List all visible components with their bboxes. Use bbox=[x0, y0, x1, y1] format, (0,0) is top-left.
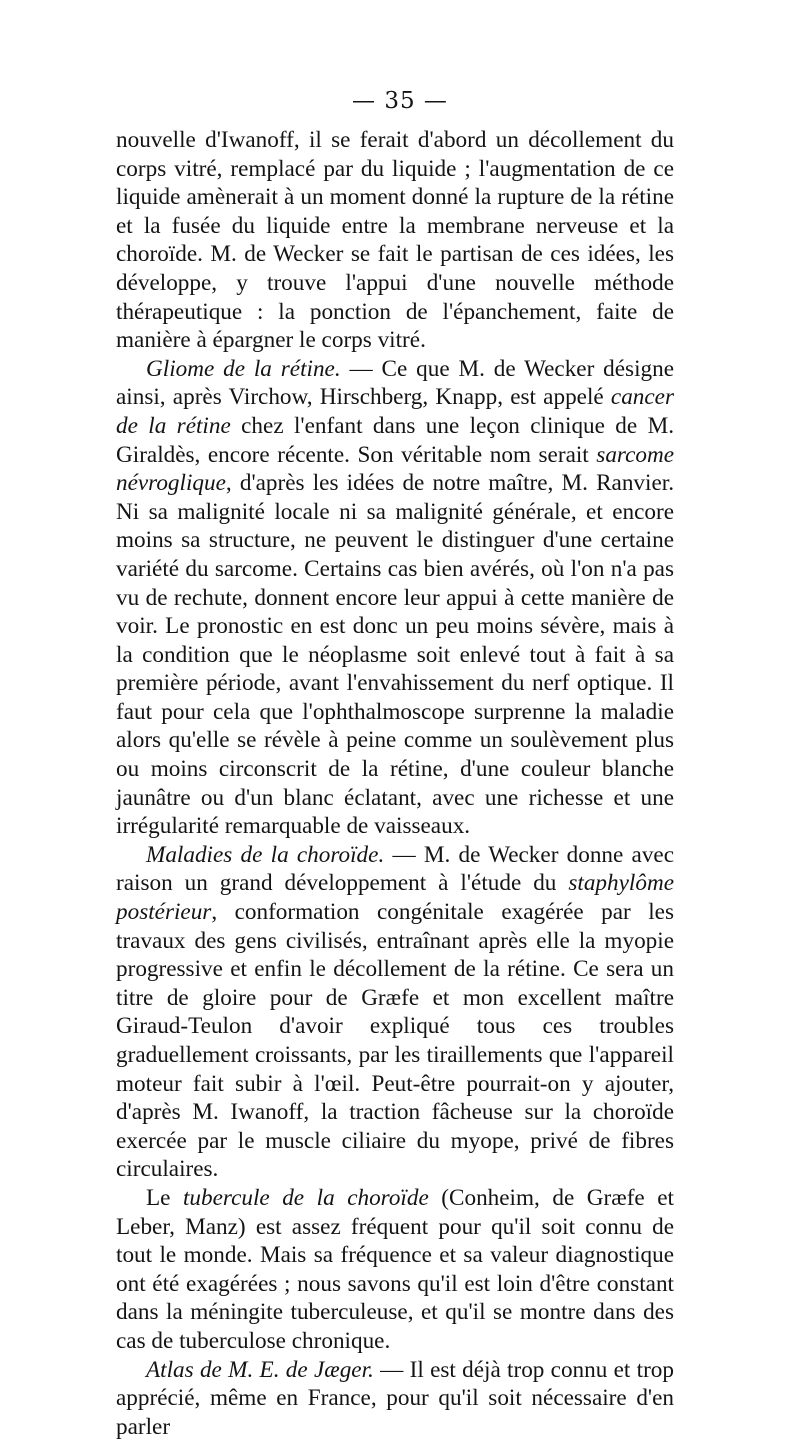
emphasis-tubercule-choroide: tubercule de la choroïde bbox=[182, 1184, 429, 1211]
paragraph-text: — M. de Wecker donne avec raison un grand développement à l'étude du bbox=[116, 841, 674, 897]
section-heading-gliome: Gliome de la rétine. bbox=[146, 355, 341, 382]
paragraph-atlas-jaeger bbox=[116, 1356, 674, 1441]
paragraph-text: , d'après les idées de notre maître, M. Ranvier. Ni sa malignité locale ni sa malignité générale, et encore moins sa structure, ne peuvent le distinguer d'une certaine variété du sarcome. Certains cas bien avérés, où l'on n'a pas vu de rechute, donnent encore leur appui à cette manière de voir. Le pronostic en est donc un peu moins sévère, mais à la condition que le néoplasme soit enlevé tout à fait à sa première période, avant l'envahissement du nerf optique. Il faut pour cela que l'ophthalmoscope surprenne la maladie alors qu'elle se révèle à peine comme un soulèvement plus ou moins circonscrit de la rétine, d'une couleur blanche jaunâtre ou d'un blanc éclatant, avec une richesse et une irrégularité remarquable de vaisseaux. bbox=[116, 470, 674, 840]
paragraph-text: , conformation congénitale exagérée par les travaux des gens civilisés, entraînant après elle la myopie progressive et enfin le décollement de la rétine. Ce sera un titre de gloire pour de Græfe et mon excellent maître Giraud-Teulon d'avoir expliqué tous ces troubles graduellement croissants, par les tiraillements que l'appareil moteur fait subir à l'œil. Peut-être pourrait-on y ajouter, d'après M. Iwanoff, la traction fâcheuse sur la choroïde exercée par le muscle ciliaire du myope, privé de fibres circulaires. bbox=[116, 899, 674, 1183]
paragraph-iwanoff-continuation bbox=[116, 126, 674, 355]
emphasis-staphylome: staphylôme postérieur bbox=[116, 870, 674, 926]
section-heading-atlas: Atlas de M. E. de Jæger. bbox=[146, 1356, 374, 1383]
page-number: — 35 — bbox=[352, 88, 448, 114]
paragraph-lead: Le bbox=[146, 1184, 183, 1211]
paragraph-text: — Ce que M. de Wecker désigne ainsi, après Virchow, Hirschberg, Knapp, est appelé bbox=[116, 355, 674, 411]
paragraph-text: nouvelle d'Iwanoff, il se ferait d'abord un décollement du corps vitré, remplacé par du liquide ; l'augmentation de ce liquide amènerait à un moment donné la rupture de la rétine et la fusée du liquide entre la membrane nerveuse et la choroïde. M. de Wecker se fait le partisan de ces idées, les développe, y trouve l'appui d'une nouvelle méthode thérapeutique : la ponction de l'épanchement, faite de manière à épargner le corps vitré. bbox=[116, 127, 674, 354]
body-text bbox=[116, 126, 674, 1441]
paragraph-tubercule-choroide bbox=[116, 1184, 674, 1356]
emphasis-sarcome-nevroglique: sarcome névroglique bbox=[116, 441, 674, 497]
paragraph-text: chez l'enfant dans une leçon clinique de M. Giraldès, encore récente. Son véritable nom serait bbox=[116, 412, 674, 468]
section-heading-maladies-choroide: Maladies de la choroïde. bbox=[146, 841, 385, 868]
paragraph-maladies-choroide bbox=[116, 841, 674, 1184]
paragraph-text: (Conheim, de Græfe et Leber, Manz) est assez fréquent pour qu'il soit connu de tout le monde. Mais sa fréquence et sa valeur diagnostique ont été exagérées ; nous savons qu'il est loin d'être constant dans la méningite tuberculeuse, et qu'il se montre dans des cas de tuberculose chronique. bbox=[116, 1184, 674, 1354]
paragraph-gliome-retine bbox=[116, 355, 674, 841]
emphasis-cancer-retine: cancer de la rétine bbox=[116, 384, 674, 439]
paragraph-text: — Il est déjà trop connu et trop apprécié, même en France, pour qu'il soit nécessaire d'en parler bbox=[116, 1356, 674, 1440]
